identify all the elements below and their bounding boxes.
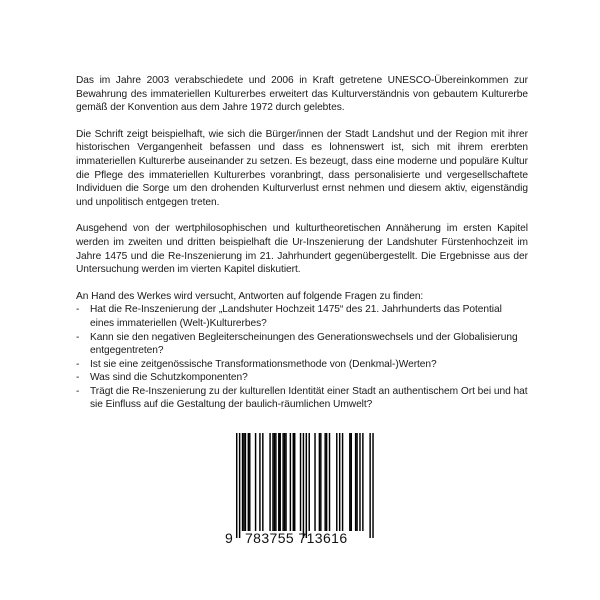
back-cover-text (76, 74, 528, 412)
question-text: Hat die Re-Inszenierung der „Landshuter Hochzeit 1475“ des 21. Jahrhunderts das Potential eines immateriellen (Welt-)Kulturerbes? (90, 304, 502, 329)
questions-intro: An Hand des Werkes wird versucht, Antworten auf folgende Fragen zu finden: (76, 290, 424, 302)
bullet-dash: - (76, 358, 80, 370)
barcode-bar (248, 433, 249, 531)
list-item (76, 331, 528, 358)
barcode-bar (326, 433, 327, 531)
list-item (76, 385, 528, 412)
barcode-bar (293, 433, 294, 531)
questions-list (76, 303, 528, 412)
barcode-bar (255, 433, 256, 531)
barcode-bar (351, 433, 352, 531)
barcode-bar (274, 433, 275, 531)
barcode-bar (300, 433, 301, 531)
barcode-bar (355, 433, 356, 531)
question-text: Trägt die Re-Inszenierung zu der kulturellen Identität einer Stadt an authentischem Ort bei und hat sie Einfluss auf die Gestaltung der baulich-räumlichen Umwelt? (90, 385, 528, 411)
barcode-bar (342, 433, 343, 531)
barcode-bar (339, 433, 340, 531)
barcode-bar (372, 433, 373, 538)
barcode-bar (320, 433, 321, 531)
isbn-barcode (224, 433, 382, 549)
barcode-bar (243, 433, 244, 531)
barcode-bar (324, 433, 325, 531)
list-item (76, 358, 528, 372)
barcode-bar (239, 433, 240, 538)
barcode-bar (306, 433, 307, 538)
barcode-bar (362, 433, 363, 531)
barcode-bar (278, 433, 279, 531)
barcode-bar (280, 433, 281, 531)
question-text: Was sind die Schutzkomponenten? (90, 372, 248, 384)
barcode-bar (356, 433, 357, 531)
bullet-dash: - (76, 372, 80, 384)
barcode-bar (269, 433, 270, 531)
list-item (76, 371, 528, 385)
barcode-bar (359, 433, 360, 531)
bullet-dash: - (76, 331, 80, 343)
bullet-dash: - (76, 304, 80, 316)
barcode-bar (282, 433, 283, 531)
barcode-bar (242, 433, 243, 531)
question-text: Kann sie den negativen Begleiterscheinungen des Generationswechsels und der Globalisierung entgegentreten? (90, 331, 518, 357)
barcode-bar (275, 433, 276, 531)
isbn-digit-groups: 783755 713616 (245, 530, 348, 546)
list-item (76, 303, 528, 330)
barcode-bars (236, 433, 378, 541)
barcode-bar (236, 433, 237, 538)
paragraph-chapters: Ausgehend von der wertphilosophischen und kulturtheoretischen Annäherung im ersten Kapitel werden im zweiten und dritten beispielhaft die Ur-Inszenierung der Landshuter Fürstenhochzeit im Jahre 1475 und die Re-Inszenierung im 21. Jahrhundert gegenübergestellt. Die Ergebnisse aus der Untersuchung werden im vierten Kapitel diskutiert. (76, 223, 528, 276)
barcode-bar (249, 433, 250, 531)
barcode-bar (290, 433, 291, 531)
barcode-bar (303, 433, 304, 538)
barcode-bar (336, 433, 337, 531)
barcode-bar (262, 433, 263, 531)
barcode-bar (369, 433, 370, 538)
barcode-bar (294, 433, 295, 531)
barcode-bar (319, 433, 320, 531)
barcode-bar (349, 433, 350, 531)
barcode-bar (245, 433, 246, 531)
barcode-bar (284, 433, 285, 531)
bullet-dash: - (76, 385, 80, 397)
isbn-lead-digit: 9 (225, 530, 234, 546)
barcode-bar (314, 433, 315, 531)
barcode-bar (309, 433, 310, 531)
paragraph-landshut: Die Schrift zeigt beispielhaft, wie sich die Bürger/innen der Stadt Landshut und der Region mit ihrer historischen Vergangenheit befassen und dass es lohnenswert ist, sich mit ihrem ererbten immateriellen Kulturerbe auseinander zu setzen. Es bezeugt, dass eine moderne und populäre Kultur die Pflege des immateriellen Kulturerbes voranbringt, dass personalisierte und vergesellschaftete Individuen die Sorge um den drohenden Kulturverlust ernst nehmen und diesem aktiv, eigenständig und unpolitisch entgegen treten. (76, 128, 528, 208)
barcode-bar (329, 433, 330, 531)
barcode-bar (285, 433, 286, 531)
paragraph-unesco: Das im Jahre 2003 verabschiedete und 2006 in Kraft getretene UNESCO-Übereinkommen zur Bewahrung des immateriellen Kulturerbes erweitert das Kulturverständnis von gebautem Kulturerbe gemäß der Konvention aus dem Jahre 1972 durch gelebtes. (76, 75, 528, 114)
barcode-bar (272, 433, 273, 531)
barcode-bar (259, 433, 260, 531)
question-text: Ist sie eine zeitgenössische Transformationsmethode von (Denkmal-)Werten? (90, 358, 437, 370)
